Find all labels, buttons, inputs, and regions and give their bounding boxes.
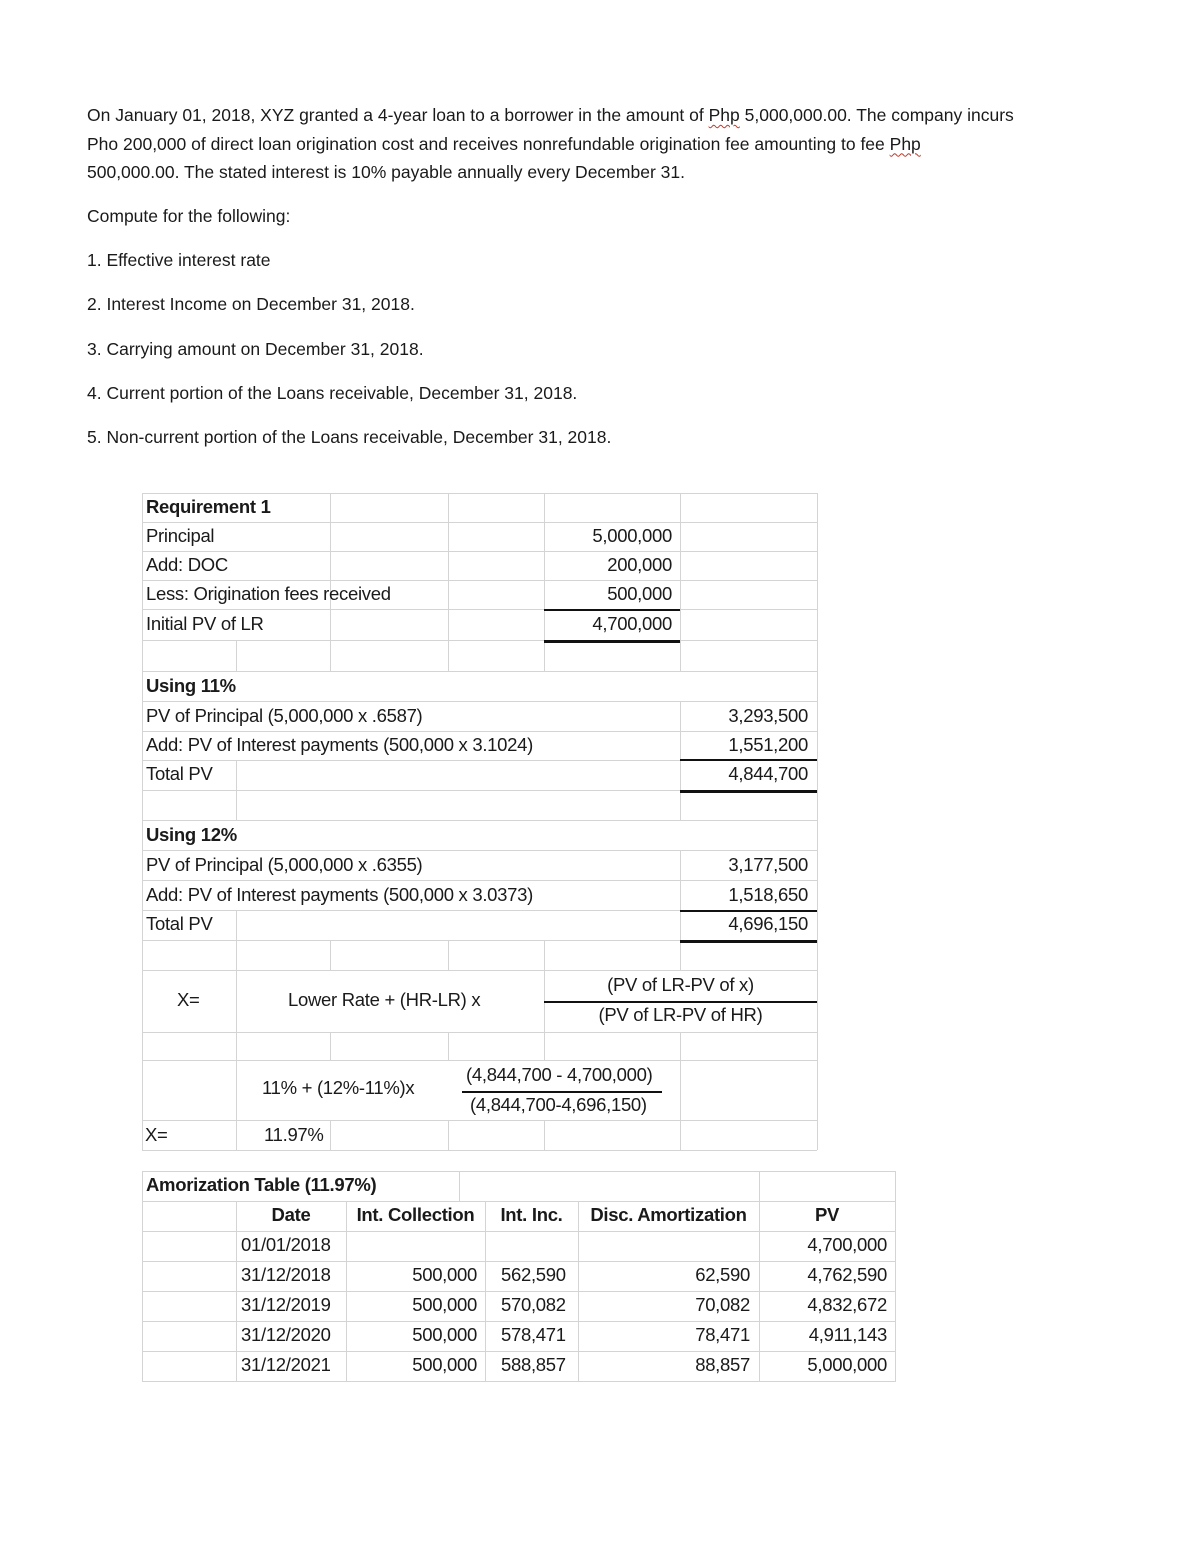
cell-pv: 4,832,672 <box>807 1294 887 1315</box>
interp-formula: Lower Rate + (HR-LR) x <box>288 989 481 1010</box>
subtotal-rule <box>544 609 680 611</box>
col-header-date: Date <box>271 1204 311 1225</box>
cell-amortization: 88,857 <box>695 1354 750 1375</box>
spell-flag-php-2: Php <box>889 133 921 154</box>
cell-pv: 4,911,143 <box>808 1324 887 1345</box>
cell-date: 01/01/2018 <box>241 1234 331 1255</box>
u12-value-principal: 3,177,500 <box>728 854 808 875</box>
intro-line-1: On January 01, 2018, XYZ granted a 4-year loan to a borrower in the amount of <box>87 105 709 125</box>
amortization-title: Amorization Table (11.97%) <box>146 1174 377 1195</box>
u11-label-interest: Add: PV of Interest payments (500,000 x 3.1024) <box>146 734 533 755</box>
requirement-1-title: Requirement 1 <box>146 496 271 517</box>
interp-step: 11% + (12%-11%)x <box>262 1077 415 1098</box>
req1-value-principal: 5,000,000 <box>592 525 672 546</box>
u11-label-total: Total PV <box>146 763 213 784</box>
total-rule <box>680 940 817 943</box>
cell-date: 31/12/2019 <box>241 1294 331 1315</box>
cell-date: 31/12/2020 <box>241 1324 331 1345</box>
intro-line-1b: 5,000,000.00. The company incurs <box>739 105 1014 125</box>
using-11-title: Using 11% <box>146 675 236 696</box>
req1-label-initial-pv: Initial PV of LR <box>146 613 264 634</box>
spell-flag-php: Php <box>708 105 740 125</box>
u12-value-total: 4,696,150 <box>728 913 808 934</box>
u11-value-interest: 1,551,200 <box>728 734 808 755</box>
cell-date: 31/12/2021 <box>241 1354 331 1375</box>
req1-label-fees: Less: Origination fees received <box>146 583 391 604</box>
cell-pv: 5,000,000 <box>807 1354 887 1375</box>
interp-step-numerator: (4,844,700 - 4,700,000) <box>466 1064 653 1085</box>
req1-value-initial-pv: 4,700,000 <box>592 613 672 634</box>
cell-pv: 4,700,000 <box>807 1234 887 1255</box>
u12-value-interest: 1,518,650 <box>728 884 808 905</box>
col-header-income: Int. Inc. <box>500 1204 563 1225</box>
question-item-2: 2. Interest Income on December 31, 2018. <box>87 294 415 314</box>
cell-date: 31/12/2018 <box>241 1264 331 1285</box>
cell-amortization: 70,082 <box>695 1294 750 1315</box>
col-header-pv: PV <box>814 1204 840 1225</box>
cell-amortization: 78,471 <box>695 1324 750 1345</box>
cell-income: 570,082 <box>501 1294 566 1315</box>
problem-intro <box>87 101 1167 187</box>
u12-label-interest: Add: PV of Interest payments (500,000 x 3.0373) <box>146 884 533 905</box>
cell-amortization: 62,590 <box>695 1264 750 1285</box>
u11-value-total: 4,844,700 <box>728 763 808 784</box>
col-header-amortization: Disc. Amortization <box>590 1204 747 1225</box>
req1-label-doc: Add: DOC <box>146 554 228 575</box>
interp-x-label: X= <box>177 989 200 1010</box>
intro-line-2: Pho 200,000 of direct loan origination cost and receives nonrefundable origination fee amounting to fee <box>87 133 890 154</box>
u12-label-principal: PV of Principal (5,000,000 x .6355) <box>146 854 423 875</box>
req1-label-principal: Principal <box>146 525 215 546</box>
interp-numerator: (PV of LR-PV of x) <box>607 974 754 995</box>
cell-collection: 500,000 <box>412 1324 477 1345</box>
interp-step-denominator: (4,844,700-4,696,150) <box>470 1094 647 1115</box>
cell-collection: 500,000 <box>412 1354 477 1375</box>
question-item-4: 4. Current portion of the Loans receivable, December 31, 2018. <box>87 383 578 403</box>
interp-denominator: (PV of LR-PV of HR) <box>598 1004 763 1025</box>
question-item-3: 3. Carrying amount on December 31, 2018. <box>87 339 424 359</box>
req1-value-doc: 200,000 <box>607 554 672 575</box>
compute-label: Compute for the following: <box>87 206 291 226</box>
result-x-label: X= <box>145 1124 168 1145</box>
req1-value-fees: 500,000 <box>607 583 672 604</box>
cell-collection: 500,000 <box>412 1264 477 1285</box>
u11-label-principal: PV of Principal (5,000,000 x .6587) <box>146 705 423 726</box>
effective-rate-result: 11.97% <box>264 1124 324 1145</box>
cell-income: 562,590 <box>501 1264 566 1285</box>
col-header-collection: Int. Collection <box>356 1204 475 1225</box>
cell-income: 578,471 <box>501 1324 566 1345</box>
subtotal-rule <box>680 759 817 761</box>
total-rule <box>544 640 680 643</box>
intro-line-3: 500,000.00. The stated interest is 10% payable annually every December 31. <box>87 162 685 182</box>
cell-pv: 4,762,590 <box>807 1264 887 1285</box>
u12-label-total: Total PV <box>146 913 213 934</box>
question-item-5: 5. Non-current portion of the Loans receivable, December 31, 2018. <box>87 427 612 447</box>
cell-collection: 500,000 <box>412 1294 477 1315</box>
using-12-title: Using 12% <box>146 824 237 845</box>
total-rule <box>680 790 817 793</box>
u11-value-principal: 3,293,500 <box>728 705 808 726</box>
cell-income: 588,857 <box>501 1354 566 1375</box>
question-item-1: 1. Effective interest rate <box>87 250 271 270</box>
